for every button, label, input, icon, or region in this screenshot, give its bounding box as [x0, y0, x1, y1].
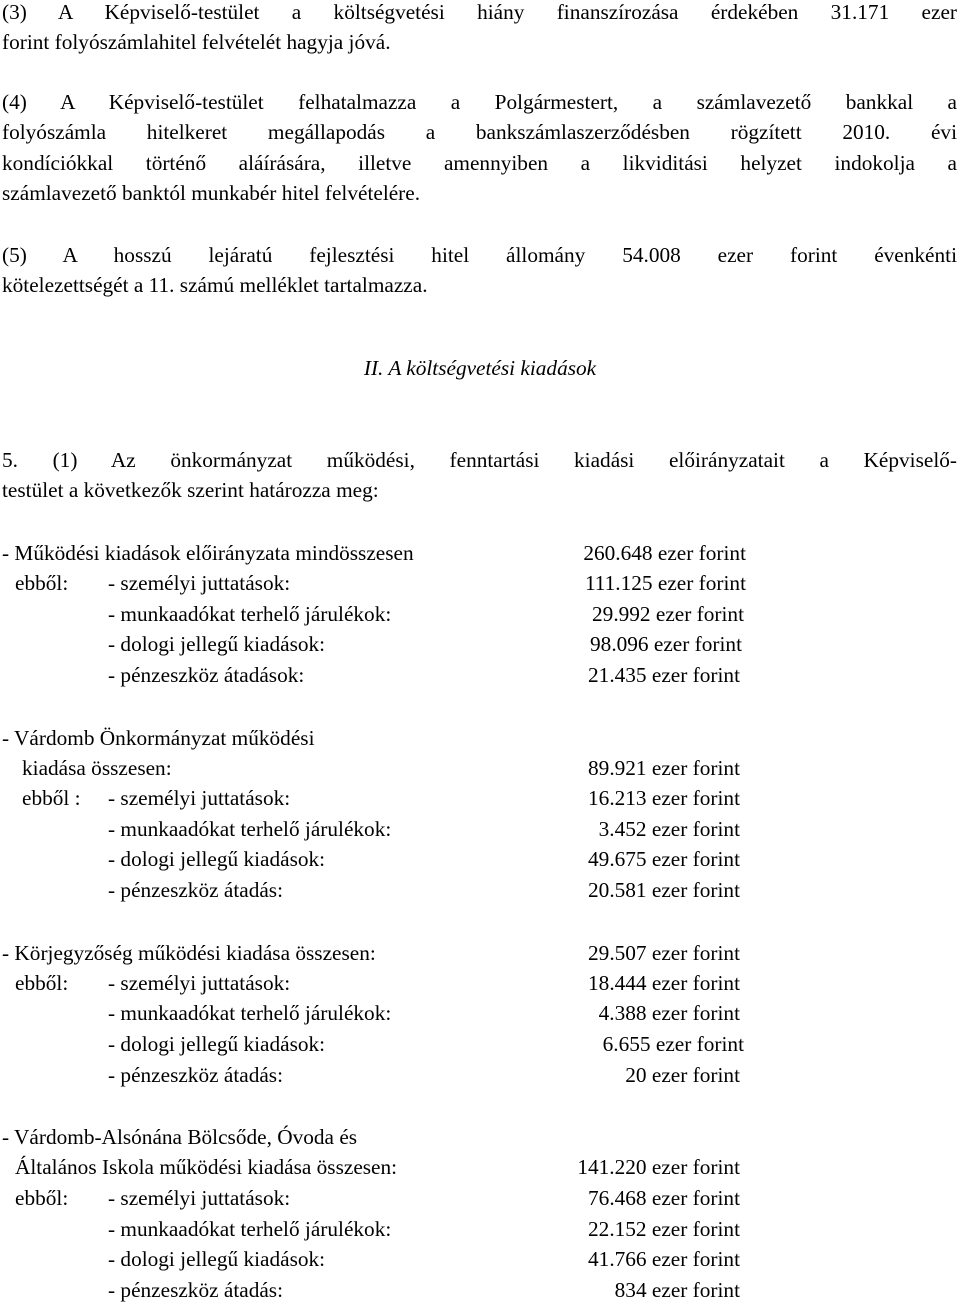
group1-item-amount: 98.096 ezer forint: [590, 632, 742, 656]
group4-subtitle: Általános Iskola működési kiadása összesen:: [15, 1155, 398, 1179]
group3-prefix: ebből:: [15, 971, 69, 995]
group4-item-amount: 834 ezer forint: [614, 1278, 740, 1302]
group4-title: - Várdomb-Alsónána Bölcsőde, Óvoda és: [2, 1125, 358, 1149]
section5-line2: testület a következők szerint határozza meg:: [2, 478, 379, 502]
group2-subtitle: kiadása összesen:: [22, 756, 172, 780]
group2-item-amount: 16.213 ezer forint: [588, 786, 740, 810]
section-heading: II. A költségvetési kiadások: [363, 356, 597, 380]
group2-item-amount: 20.581 ezer forint: [588, 878, 740, 902]
group4-item-amount: 22.152 ezer forint: [588, 1217, 740, 1241]
group2-item-amount: 3.452 ezer forint: [598, 817, 740, 841]
para4-line4: számlavezető banktól munkabér hitel felvételére.: [2, 181, 421, 205]
group1-item-label: - pénzeszköz átadások:: [108, 663, 305, 687]
group3-item-label: - pénzeszköz átadás:: [108, 1063, 284, 1087]
para4-line1: (4) A Képviselő-testület felhatalmazza a Polgármestert, a számlavezető bankkal a: [2, 90, 957, 114]
group1-item-label: - munkaadókat terhelő járulékok:: [108, 602, 392, 626]
group3-item-amount: 6.655 ezer forint: [602, 1032, 744, 1056]
group3-item-amount: 18.444 ezer forint: [588, 971, 740, 995]
group4-item-amount: 41.766 ezer forint: [588, 1247, 740, 1271]
group1-item-amount: 111.125 ezer forint: [584, 571, 746, 595]
group2-item-label: - munkaadókat terhelő járulékok:: [108, 817, 392, 841]
group2-item-label: - pénzeszköz átadás:: [108, 878, 284, 902]
group4-item-amount: 76.468 ezer forint: [588, 1186, 740, 1210]
para3-line1: (3) A Képviselő-testület a költségvetési hiány finanszírozása érdekében 31.171 ezer: [2, 0, 957, 24]
group2-item-label: - dologi jellegű kiadások:: [108, 847, 326, 871]
group2-item-amount: 49.675 ezer forint: [588, 847, 740, 871]
group3-item-label: - dologi jellegű kiadások:: [108, 1032, 326, 1056]
section5-line1: 5. (1) Az önkormányzat működési, fenntartási kiadási előirányzatait a Képviselő-: [2, 448, 957, 472]
para3-line2: forint folyószámlahitel felvételét hagyja jóvá.: [2, 30, 391, 54]
group4-item-label: - munkaadókat terhelő járulékok:: [108, 1217, 392, 1241]
group2-item-label: - személyi juttatások:: [108, 786, 291, 810]
group4-total: 141.220 ezer forint: [577, 1155, 740, 1179]
group4-item-label: - pénzeszköz átadás:: [108, 1278, 284, 1302]
group3-item-amount: 4.388 ezer forint: [598, 1001, 740, 1025]
group4-item-label: - személyi juttatások:: [108, 1186, 291, 1210]
para5-line2: kötelezettségét a 11. számú melléklet tartalmazza.: [2, 273, 428, 297]
group2-prefix: ebből :: [22, 786, 81, 810]
para4-line2: folyószámla hitelkeret megállapodás a bankszámlaszerződésben rögzített 2010. évi: [2, 120, 957, 144]
group1-item-amount: 29.992 ezer forint: [592, 602, 744, 626]
group1-title: - Működési kiadások előirányzata mindösszesen: [2, 541, 414, 565]
group4-item-label: - dologi jellegű kiadások:: [108, 1247, 326, 1271]
para4-line3: kondíciókkal történő aláírására, illetve amennyiben a likviditási helyzet indokolja a: [2, 151, 957, 175]
group3-item-label: - személyi juttatások:: [108, 971, 291, 995]
group1-item-label: - dologi jellegű kiadások:: [108, 632, 326, 656]
group3-item-label: - munkaadókat terhelő járulékok:: [108, 1001, 392, 1025]
group3-item-amount: 20 ezer forint: [625, 1063, 740, 1087]
group1-item-label: - személyi juttatások:: [108, 571, 291, 595]
group1-item-amount: 21.435 ezer forint: [588, 663, 740, 687]
group3-title: - Körjegyzőség működési kiadása összesen:: [2, 941, 376, 965]
group2-title: - Várdomb Önkormányzat működési: [2, 726, 315, 750]
group3-total: 29.507 ezer forint: [588, 941, 740, 965]
group1-total: 260.648 ezer forint: [583, 541, 746, 565]
group4-prefix: ebből:: [15, 1186, 69, 1210]
para5-line1: (5) A hosszú lejáratú fejlesztési hitel állomány 54.008 ezer forint évenkénti: [2, 243, 957, 267]
group2-total: 89.921 ezer forint: [588, 756, 740, 780]
group1-prefix: ebből:: [15, 571, 69, 595]
